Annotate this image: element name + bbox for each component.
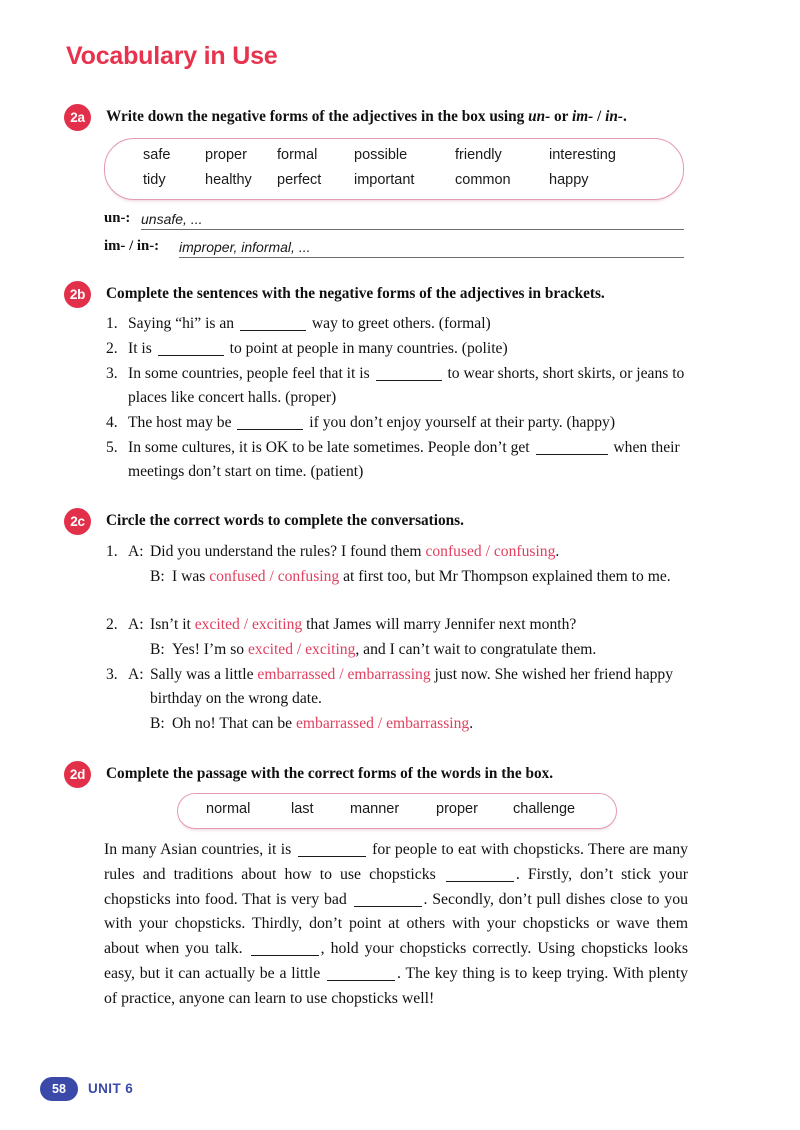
item-text-pre: In some cultures, it is OK to be late sometimes. People don’t get xyxy=(128,439,534,456)
item-number: 2. xyxy=(106,616,118,633)
choice-option-1[interactable]: embarrassed xyxy=(257,666,336,683)
choice-option-2[interactable]: exciting xyxy=(251,616,303,633)
instruction-emphasis-un: un- xyxy=(528,108,551,125)
wordbox-word-common: common xyxy=(455,172,511,188)
item-number: 1. xyxy=(106,315,118,332)
exercise-2b-item-3 xyxy=(106,362,690,409)
wordbox-word-healthy: healthy xyxy=(205,172,252,188)
wordbox-word-safe: safe xyxy=(143,147,171,163)
exercise-badge-2a: 2a xyxy=(64,104,91,131)
answer-blank[interactable] xyxy=(158,355,224,356)
choice-option-2[interactable]: embarrassing xyxy=(386,715,470,732)
wordbox-word-possible: possible xyxy=(354,147,408,163)
wordbox-2a-row1 xyxy=(105,147,683,169)
passage-segment-1: In many Asian countries, it is xyxy=(104,841,296,858)
passage-segment-4: . Secondly, don’t pull dishes close to you with your chopsticks. Thirdly, don’t point at others with your chopsticks or wave them about when you talk. xyxy=(104,890,689,958)
exercise-instruction-2b: Complete the sentences with the negative forms of the adjectives in brackets. xyxy=(106,285,605,302)
dialogue-body xyxy=(150,663,690,710)
exercise-instruction-2d: Complete the passage with the correct forms of the words in the box. xyxy=(106,765,554,782)
item-text-pre: It is xyxy=(128,340,156,357)
dialogue-body xyxy=(150,540,690,564)
item-body xyxy=(128,337,690,361)
dialogue-text-pre: Oh no! That can be xyxy=(172,715,296,732)
dialogue-text-post: . xyxy=(469,715,474,732)
passage-segment-6: . The key thing is to keep trying. With plenty of practice, anyone can learn to use chopsticks well! xyxy=(104,964,688,1007)
dialogue-speaker: B: xyxy=(150,568,165,585)
passage-blank-3[interactable] xyxy=(354,906,422,907)
wordbox-word-happy: happy xyxy=(549,172,589,188)
exercise-2c-item-1-line-b xyxy=(150,565,690,589)
passage-blank-5[interactable] xyxy=(327,980,395,981)
wordbox-2a-row2 xyxy=(105,172,683,194)
dialogue-speaker: B: xyxy=(150,715,165,732)
instruction-separator-2a: / xyxy=(593,108,606,125)
instruction-emphasis-in: in- xyxy=(605,108,623,125)
dialogue-text-pre: Sally was a little xyxy=(150,666,258,683)
item-number: 5. xyxy=(106,439,118,456)
choice-separator: / xyxy=(239,616,252,633)
exercise-2c-item-3-line-a xyxy=(106,663,690,710)
choice-option-2[interactable]: embarrassing xyxy=(347,666,431,683)
answer-blank[interactable] xyxy=(240,330,306,331)
answer-value-im-in[interactable]: improper, informal, ... xyxy=(179,239,311,255)
wordbox-word-normal: normal xyxy=(206,801,251,817)
answer-label-un: un-: xyxy=(104,210,131,226)
choice-option-2[interactable]: confusing xyxy=(277,568,340,585)
passage-segment-5: , hold your chopsticks correctly. Using chopsticks looks easy, but it can actually be a little xyxy=(104,940,688,982)
exercise-badge-2c: 2c xyxy=(64,508,91,535)
exercise-2b-item-5 xyxy=(106,436,690,483)
item-number: 3. xyxy=(106,365,118,382)
choice-separator: / xyxy=(293,641,306,658)
passage-blank-4[interactable] xyxy=(251,955,319,956)
wordbox-word-friendly: friendly xyxy=(455,147,502,163)
exercise-2b-item-1 xyxy=(106,312,690,336)
wordbox-word-last: last xyxy=(291,801,314,817)
footer-unit-label: UNIT 6 xyxy=(88,1081,134,1096)
dialogue-text-post: that James will marry Jennifer next month? xyxy=(302,616,577,633)
answer-blank[interactable] xyxy=(536,454,608,455)
item-number: 4. xyxy=(106,414,118,431)
item-text-pre: In some countries, people feel that it is xyxy=(128,365,374,382)
choice-separator: / xyxy=(373,715,387,732)
choice-option-1[interactable]: embarrassed xyxy=(296,715,374,732)
exercise-badge-2b: 2b xyxy=(64,281,91,308)
wordbox-2d xyxy=(177,793,617,829)
choice-option-1[interactable]: excited xyxy=(247,641,293,658)
item-text-post: to point at people in many countries. (polite) xyxy=(225,340,508,357)
choice-option-1[interactable]: confused xyxy=(425,543,482,560)
item-text-post: if you don’t enjoy yourself at their party. (happy) xyxy=(305,414,616,431)
wordbox-word-manner: manner xyxy=(350,801,400,817)
dialogue-text-pre: I was xyxy=(172,568,210,585)
exercise-2c-item-2-line-b xyxy=(150,638,690,662)
dialogue-text-post: at first too, but Mr Thompson explained them to me. xyxy=(339,568,671,585)
wordbox-word-perfect: perfect xyxy=(277,172,322,188)
choice-option-2[interactable]: exciting xyxy=(305,641,356,658)
dialogue-speaker: A: xyxy=(128,666,144,683)
item-text-pre: Saying “hi” is an xyxy=(128,315,239,332)
dialogue-text-post: just now. She wished her friend happy birthday on the wrong date. xyxy=(150,666,674,707)
instruction-text-2a: Write down the negative forms of the adjectives in the box using xyxy=(106,108,529,125)
choice-separator: / xyxy=(481,543,494,560)
wordbox-word-formal: formal xyxy=(277,147,318,163)
item-body xyxy=(128,312,690,336)
wordbox-word-tidy: tidy xyxy=(143,172,166,188)
exercise-2c-item-1-line-a xyxy=(106,540,690,564)
item-body xyxy=(128,362,690,409)
choice-option-1[interactable]: excited xyxy=(194,616,240,633)
answer-value-un[interactable]: unsafe, ... xyxy=(141,211,203,227)
item-body xyxy=(128,411,690,435)
item-number: 3. xyxy=(106,666,118,683)
passage-blank-1[interactable] xyxy=(298,856,366,857)
answer-line-un[interactable] xyxy=(141,229,684,230)
dialogue-body xyxy=(172,712,690,736)
dialogue-text-pre: Did you understand the rules? I found them xyxy=(150,543,426,560)
choice-option-1[interactable]: confused xyxy=(209,568,266,585)
dialogue-speaker: B: xyxy=(150,641,165,658)
exercise-2c-item-3-line-b xyxy=(150,712,690,736)
exercise-2c-item-2-line-a xyxy=(106,613,690,637)
wordbox-word-proper: proper xyxy=(436,801,478,817)
wordbox-2a xyxy=(104,138,684,200)
dialogue-text-post: . xyxy=(555,543,560,560)
item-number: 1. xyxy=(106,543,118,560)
answer-label-im-in: im- / in-: xyxy=(104,238,160,254)
dialogue-text-pre: Isn’t it xyxy=(150,616,195,633)
instruction-text-2a-end: . xyxy=(623,108,627,125)
item-text-pre: The host may be xyxy=(128,414,236,431)
exercise-2b-item-4 xyxy=(106,411,690,435)
wordbox-word-challenge: challenge xyxy=(513,801,576,817)
answer-line-im-in[interactable] xyxy=(179,257,684,258)
exercise-2d-passage xyxy=(104,838,688,1012)
wordbox-word-important: important xyxy=(354,172,415,188)
passage-blank-2[interactable] xyxy=(446,881,514,882)
item-text-post: when their meetings don’t start on time. (patient) xyxy=(128,439,680,480)
page-title: Vocabulary in Use xyxy=(66,42,278,70)
item-text-post: to wear shorts, short skirts, or jeans to places like concert halls. (proper) xyxy=(128,365,685,406)
dialogue-body xyxy=(150,613,690,637)
dialogue-text-post: , and I can’t wait to congratulate them. xyxy=(355,641,597,658)
dialogue-body xyxy=(172,565,690,589)
answer-blank[interactable] xyxy=(376,380,442,381)
dialogue-speaker: A: xyxy=(128,616,144,633)
wordbox-word-interesting: interesting xyxy=(549,147,616,163)
instruction-emphasis-im: im- xyxy=(571,108,594,125)
exercise-instruction-2a xyxy=(106,108,627,126)
instruction-text-2a-mid: or xyxy=(550,108,572,125)
exercise-2b-item-2 xyxy=(106,337,690,361)
page-number-badge: 58 xyxy=(40,1077,78,1101)
wordbox-2d-row1 xyxy=(178,801,616,823)
dialogue-body xyxy=(172,638,690,662)
answer-blank[interactable] xyxy=(237,429,303,430)
item-body xyxy=(128,436,690,483)
choice-option-2[interactable]: confusing xyxy=(493,543,556,560)
choice-separator: / xyxy=(265,568,278,585)
item-text-post: way to greet others. (formal) xyxy=(308,315,491,332)
passage-segment-2: for people to eat with chopsticks. There are many rules and traditions about how to use chopsticks xyxy=(104,841,688,883)
passage-segment-3: . Firstly, don’t stick your chopsticks into food. That is very bad xyxy=(104,865,688,908)
wordbox-word-proper: proper xyxy=(205,147,247,163)
choice-separator: / xyxy=(335,666,348,683)
item-number: 2. xyxy=(106,340,118,357)
exercise-badge-2d: 2d xyxy=(64,761,91,788)
exercise-instruction-2c: Circle the correct words to complete the conversations. xyxy=(106,512,464,529)
dialogue-speaker: A: xyxy=(128,543,144,560)
dialogue-text-pre: Yes! I’m so xyxy=(172,641,248,658)
